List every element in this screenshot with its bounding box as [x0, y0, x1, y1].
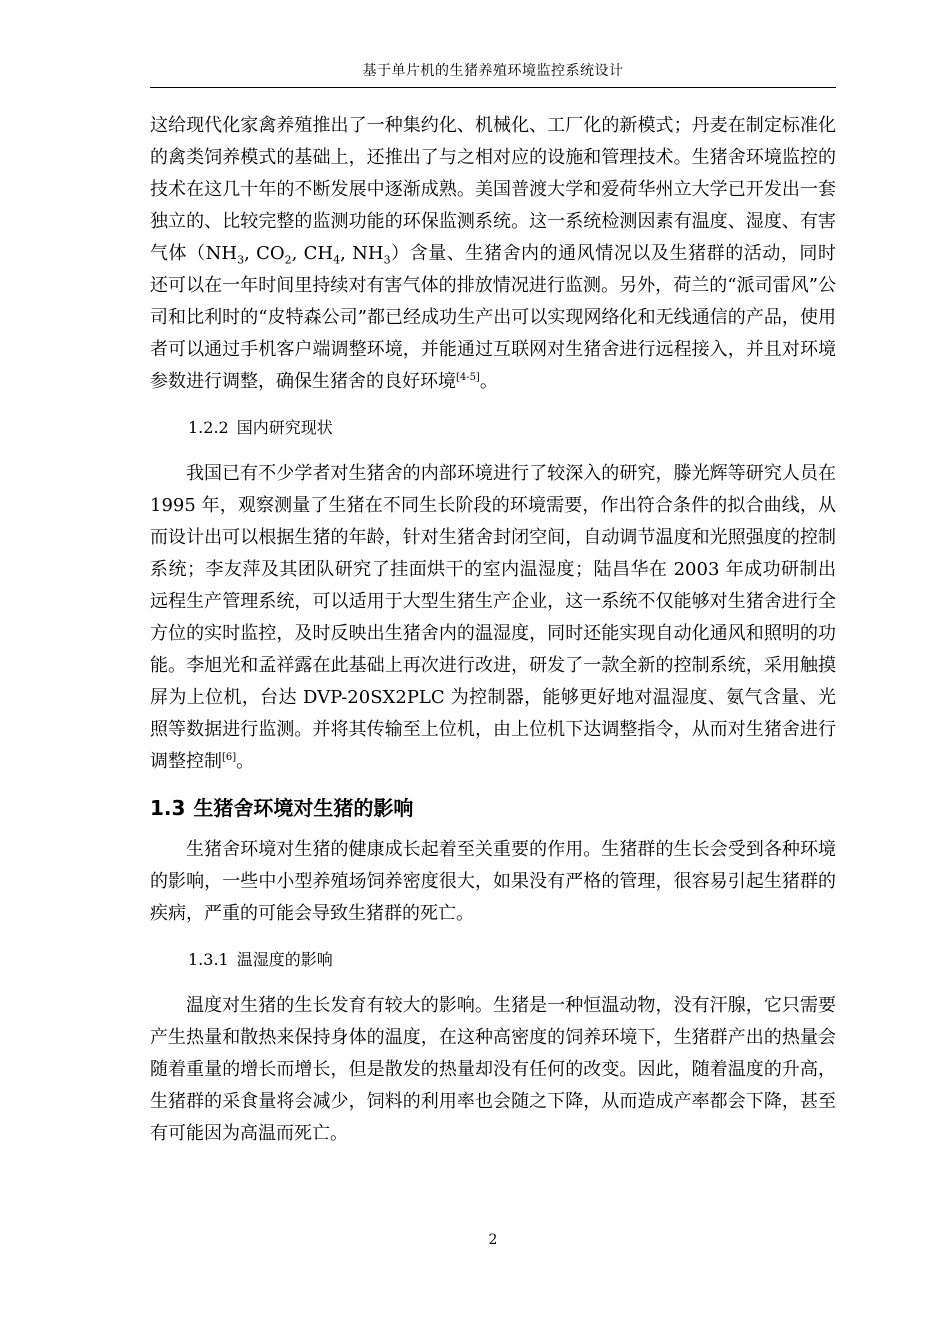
running-header: 基于单片机的生猪养殖环境监控系统设计	[362, 63, 624, 79]
subsection-heading-1-3-1: 1.3.1 温湿度的影响	[188, 950, 333, 969]
section-heading-1-3: 1.3 生猪舍环境对生猪的影响	[150, 796, 414, 820]
paragraph-temperature-humidity: 温度对生猪的生长发育有较大的影响。生猪是一种恒温动物，没有汗腺，它只需要产生热量和散热来保持身体的温度，在这种高密度的饲养环境下，生猪群产出的热量会随着重量的增长而增长，但是散发的热量却没有任何的改变。因此，随着温度的升高，生猪群的采食量将会减少，饲料的利用率也会随之下降，从而造成产率都会下降，甚至有可能因为高温而死亡。	[150, 995, 836, 1144]
citation: [6]	[222, 752, 237, 763]
paragraph-environment-impact: 生猪舍环境对生猪的健康成长起着至关重要的作用。生猪群的生长会受到各种环境的影响，一些中小型养殖场饲养密度很大，如果没有严格的管理，很容易引起生猪群的疾病，严重的可能会导致生猪群的死亡。	[150, 839, 836, 924]
paragraph-foreign-research: 这给现代化家禽养殖推出了一种集约化、机械化、工厂化的新模式；丹麦在制定标准化的禽类饲养模式的基础上，还推出了与之相对应的设施和管理技术。生猪舍环境监控的技术在这几十年的不断发展中逐渐成熟。美国普渡大学和爱荷华州立大学已开发出一套独立的、比较完整的监测功能的环保监测系统。这一系统检测因素有温度、湿度、有害气体（$NH_3$, $CO_2$, $CH_4$, $NH_3$）含量、生猪舍内的通风情况以及生猪群的活动，同时还可以在一年时间里持续对有害气体的排放情况进行监测。另外，荷兰的“派司雷风”公司和比利时的“皮特森公司”都已经成功生产出可以实现网络化和无线通信的产品，使用者可以通过手机客户端调整环境，并能通过互联网对生猪舍进行远程接入，并且对环境参数进行调整，确保生猪舍的良好环境[4-5]。	[150, 115, 836, 392]
page-number: 2	[488, 1232, 498, 1248]
citation: [4-5]	[456, 372, 480, 383]
paragraph-domestic-research: 我国已有不少学者对生猪舍的内部环境进行了较深入的研究，滕光辉等研究人员在 1995 年，观察测量了生猪在不同生长阶段的环境需要，作出符合条件的拟合曲线，从而设计出可以根据生猪的年龄，针对生猪舍封闭空间，自动调节温度和光照强度的控制系统；李友萍及其团队研究了挂面烘干的室内温湿度；陆昌华在 2003 年成功研制出远程生产管理系统，可以适用于大型生猪生产企业，这一系统不仅能够对生猪舍进行全方位的实时监控，及时反映出生猪舍内的温湿度，同时还能实现自动化通风和照明的功能。李旭光和孟祥露在此基础上再次进行改进，研发了一款全新的控制系统，采用触摸屏为上位机，台达 DVP-20SX2PLC 为控制器，能够更好地对温湿度、氨气含量、光照等数据进行监测。并将其传输至上位机，由上位机下达调整指令，从而对生猪舍进行调整控制[6]。	[150, 463, 836, 772]
body-text	[150, 110, 836, 1150]
header-rule	[150, 87, 836, 88]
subsection-heading-1-2-2: 1.2.2 国内研究现状	[188, 418, 333, 437]
